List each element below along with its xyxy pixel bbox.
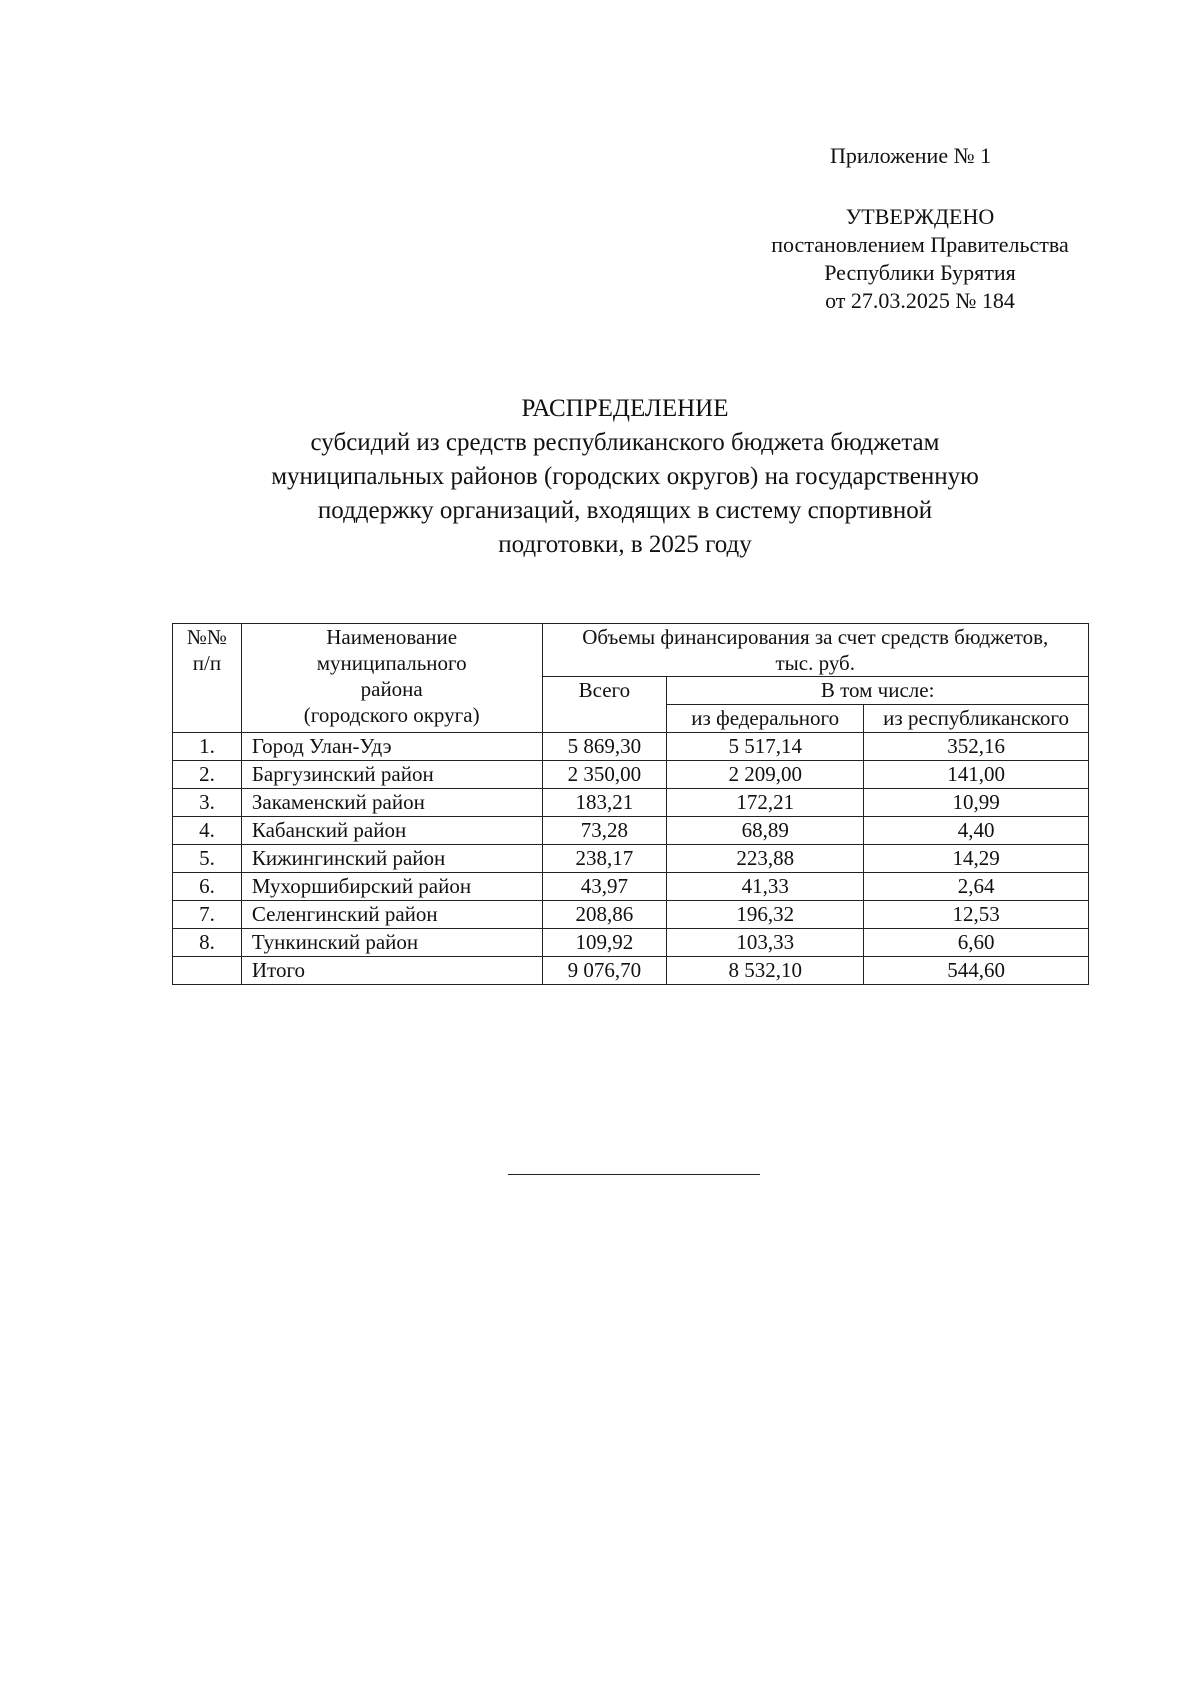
cell-name: Баргузинский район [241, 761, 542, 789]
cell-total: 109,92 [542, 929, 667, 957]
approval-block [730, 203, 1110, 315]
cell-name: Закаменский район [241, 789, 542, 817]
cell-federal: 68,89 [667, 817, 864, 845]
distribution-table [172, 623, 1089, 985]
header-funding [542, 624, 1089, 677]
cell-total: 5 869,30 [542, 733, 667, 761]
header-name-line: района [360, 677, 423, 701]
approval-line: УТВЕРЖДЕНО [845, 204, 995, 229]
cell-name: Селенгинский район [241, 901, 542, 929]
table-row [173, 733, 1089, 761]
cell-republican: 141,00 [864, 761, 1089, 789]
table-row [173, 789, 1089, 817]
table-summary-row [173, 957, 1089, 985]
title-line: поддержку организаций, входящих в систему спортивной [317, 497, 933, 524]
approval-line: Республики Бурятия [824, 260, 1016, 285]
cell-name: Город Улан-Удэ [241, 733, 542, 761]
cell-number: 6. [173, 873, 242, 901]
cell-republican: 544,60 [864, 957, 1089, 985]
cell-federal: 2 209,00 [667, 761, 864, 789]
cell-total: 43,97 [542, 873, 667, 901]
cell-republican: 352,16 [864, 733, 1089, 761]
cell-republican: 6,60 [864, 929, 1089, 957]
title-line: субсидий из средств республиканского бюджета бюджетам [310, 429, 940, 456]
cell-republican: 10,99 [864, 789, 1089, 817]
cell-name: Тункинский район [241, 929, 542, 957]
table-body [173, 733, 1089, 957]
cell-total: 2 350,00 [542, 761, 667, 789]
cell-federal: 103,33 [667, 929, 864, 957]
title-line: подготовки, в 2025 году [498, 531, 752, 558]
cell-name: Мухоршибирский район [241, 873, 542, 901]
title-line: муниципальных районов (городских округов) на государственную [271, 463, 979, 490]
header-number-line: п/п [192, 651, 222, 675]
cell-number: 1. [173, 733, 242, 761]
header-name [241, 624, 542, 733]
cell-number: 4. [173, 817, 242, 845]
cell-total: 73,28 [542, 817, 667, 845]
cell-federal: 41,33 [667, 873, 864, 901]
table-row [173, 873, 1089, 901]
approval-line: от 27.03.2025 № 184 [825, 288, 1015, 313]
header-federal: из федерального [667, 705, 864, 733]
cell-total: 9 076,70 [542, 957, 667, 985]
header-name-line: муниципального [316, 651, 467, 675]
cell-republican: 14,29 [864, 845, 1089, 873]
cell-number [173, 957, 242, 985]
table-row [173, 761, 1089, 789]
header-name-line: (городского округа) [303, 703, 480, 727]
cell-republican: 2,64 [864, 873, 1089, 901]
cell-federal: 196,32 [667, 901, 864, 929]
table-row [173, 901, 1089, 929]
cell-total: 208,86 [542, 901, 667, 929]
header-number [173, 624, 242, 733]
cell-number: 8. [173, 929, 242, 957]
title-heading: РАСПРЕДЕЛЕНИЕ [521, 395, 729, 422]
cell-number: 2. [173, 761, 242, 789]
cell-republican: 12,53 [864, 901, 1089, 929]
cell-number: 7. [173, 901, 242, 929]
cell-number: 5. [173, 845, 242, 873]
cell-federal: 223,88 [667, 845, 864, 873]
cell-federal: 172,21 [667, 789, 864, 817]
table-row [173, 845, 1089, 873]
table-row [173, 817, 1089, 845]
header-republican: из республиканского [864, 705, 1089, 733]
approval-line: постановлением Правительства [771, 232, 1069, 257]
table-row [173, 929, 1089, 957]
header-number-line: №№ [186, 625, 227, 649]
cell-federal: 5 517,14 [667, 733, 864, 761]
closing-line [508, 1174, 760, 1175]
cell-number: 3. [173, 789, 242, 817]
header-funding-line: Объемы финансирования за счет средств бюджетов, [582, 625, 1049, 649]
header-including: В том числе: [667, 677, 1089, 705]
appendix-label: Приложение № 1 [830, 143, 992, 168]
cell-total: 183,21 [542, 789, 667, 817]
header-funding-line: тыс. руб. [775, 651, 855, 675]
cell-total: 238,17 [542, 845, 667, 873]
document-title [130, 392, 1120, 562]
cell-name: Кабанский район [241, 817, 542, 845]
cell-name: Итого [241, 957, 542, 985]
cell-name: Кижингинский район [241, 845, 542, 873]
header-name-line: Наименование [326, 625, 458, 649]
cell-republican: 4,40 [864, 817, 1089, 845]
cell-federal: 8 532,10 [667, 957, 864, 985]
header-total: Всего [542, 677, 667, 733]
